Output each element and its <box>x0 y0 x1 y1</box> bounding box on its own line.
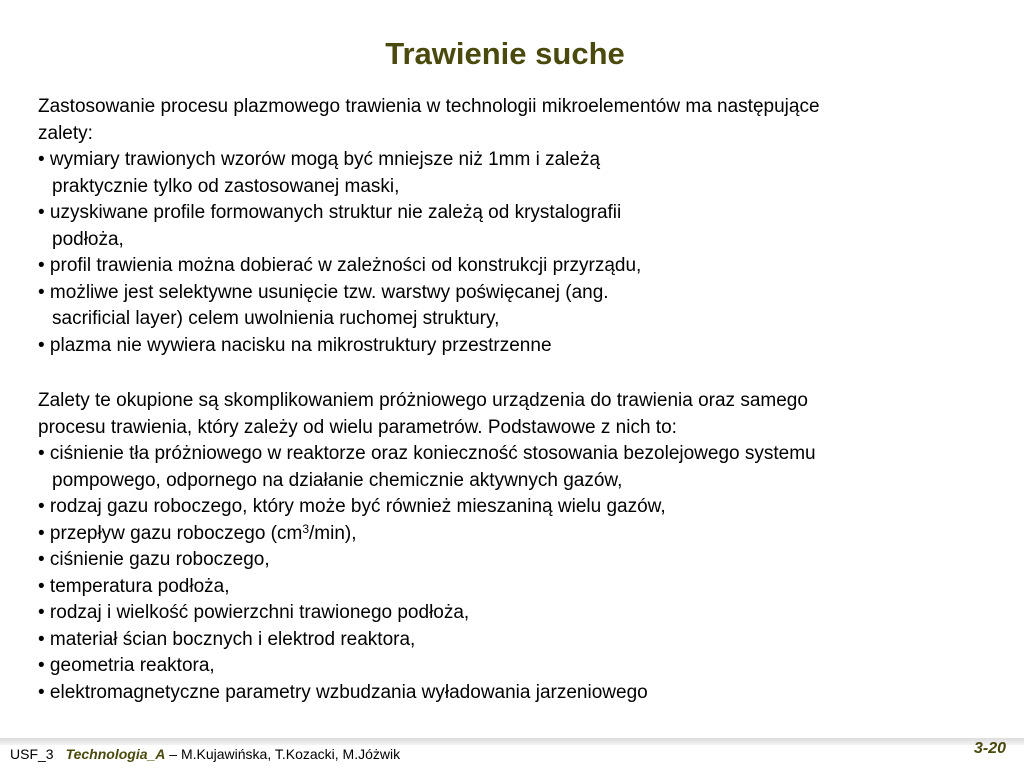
section1-intro-line2: zalety: <box>38 122 93 144</box>
parameter-item <box>38 521 998 548</box>
advantage-item-line1: • plazma nie wywiera nacisku na mikrostruktury przestrzenne <box>38 334 552 356</box>
advantage-item <box>38 200 998 253</box>
parameters-list <box>38 441 998 706</box>
advantage-item-line2: praktycznie tylko od zastosowanej maski, <box>52 175 400 197</box>
advantage-item-line1: • uzyskiwane profile formowanych struktur nie zależą od krystalografii <box>38 202 622 223</box>
parameter-item: • elektromagnetyczne parametry wzbudzania wyładowania jarzeniowego <box>38 681 648 703</box>
advantages-list <box>38 147 998 359</box>
footer-authors: – M.Kujawińska, T.Kozacki, M.Jóżwik <box>165 746 401 762</box>
flow-suffix: /min), <box>309 522 357 544</box>
advantage-item <box>38 147 998 200</box>
parameter-item: • temperatura podłoża, <box>38 575 230 597</box>
footer <box>10 746 400 762</box>
advantage-item <box>38 253 998 280</box>
advantage-item-line1: • profil trawienia można dobierać w zależności od konstrukcji przyrządu, <box>38 255 642 276</box>
page-number: 3-20 <box>973 740 1006 757</box>
parameter-item-line2: pompowego, odpornego na działanie chemicznie aktywnych gazów, <box>52 469 623 491</box>
footer-course-code: USF_3 <box>10 746 54 762</box>
advantage-item-line2: podłoża, <box>52 228 124 250</box>
slide-title: Trawienie suche <box>385 36 625 71</box>
advantage-item-line1: • wymiary trawionych wzorów mogą być mniejsze niż 1mm i zależą <box>38 149 601 170</box>
section1-intro-line1: Zastosowanie procesu plazmowego trawienia w technologii mikroelementów ma następujące <box>38 96 820 117</box>
advantage-item <box>38 280 998 333</box>
flow-prefix: • przepływ gazu roboczego (cm <box>38 522 303 544</box>
parameter-item: • rodzaj i wielkość powierzchni trawionego podłoża, <box>38 602 470 623</box>
advantage-item <box>38 333 998 360</box>
advantage-item-line1: • możliwe jest selektywne usunięcie tzw. warstwy poświęcanej (ang. <box>38 281 609 303</box>
footer-subject: Technologia_A <box>65 746 166 762</box>
parameter-item <box>38 441 998 494</box>
section2-intro-line2: procesu trawienia, który zależy od wielu parametrów. Podstawowe z nich to: <box>38 416 677 438</box>
section-spacer <box>38 359 998 388</box>
parameter-item: • rodzaj gazu roboczego, który może być również mieszaniną wielu gazów, <box>38 496 666 517</box>
parameter-item: • ciśnienie gazu roboczego, <box>38 549 270 570</box>
advantage-item-line2: sacrificial layer) celem uwolnienia ruchomej struktury, <box>52 308 500 329</box>
section1-intro <box>38 94 998 147</box>
section2-intro <box>38 388 998 441</box>
footer-divider <box>0 738 1024 745</box>
parameter-item: • geometria reaktora, <box>38 655 215 676</box>
flow-superscript: 3 <box>302 521 310 536</box>
section2-intro-line1: Zalety te okupione są skomplikowaniem próżniowego urządzenia do trawienia oraz samego <box>38 390 808 411</box>
slide-body <box>38 94 998 706</box>
parameter-item: • materiał ścian bocznych i elektrod reaktora, <box>38 628 416 650</box>
parameter-item-line1: • ciśnienie tła próżniowego w reaktorze oraz konieczność stosowania bezolejowego systemu <box>38 443 816 464</box>
